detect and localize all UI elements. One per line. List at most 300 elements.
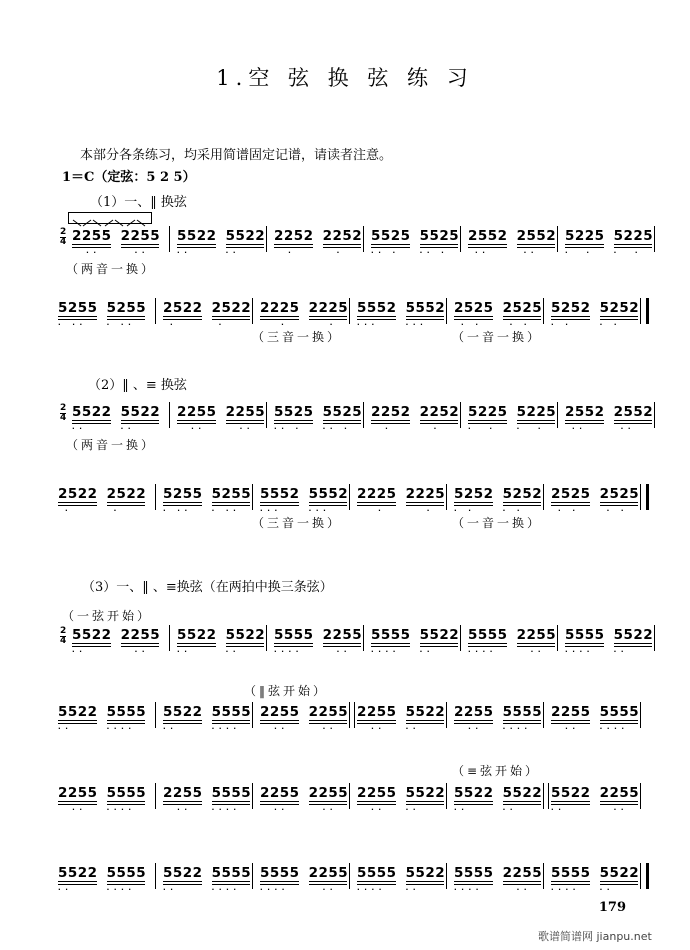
- underline: [72, 423, 111, 424]
- bar-line: [349, 702, 355, 728]
- beat-notes: [58, 300, 98, 329]
- beat-notes: [322, 404, 363, 433]
- low-octave-dots: ·: [308, 321, 337, 329]
- low-octave-dots: ··: [454, 725, 483, 733]
- beat-text: 5525: [322, 404, 363, 420]
- beat-notes: [72, 627, 112, 656]
- underline: [600, 316, 639, 317]
- measure: [72, 228, 169, 257]
- measure: [565, 627, 662, 656]
- bar-line: [169, 625, 170, 651]
- underline: [357, 723, 396, 724]
- bar-line: [460, 402, 461, 428]
- underline: [212, 881, 251, 882]
- beat-notes: [72, 404, 112, 433]
- low-octave-dots: ·· ·: [274, 425, 303, 433]
- bar-line: [446, 484, 447, 510]
- underline: [163, 505, 202, 506]
- underline: [58, 502, 97, 503]
- time-signature: 2 4: [60, 403, 67, 423]
- bar-line: [252, 702, 253, 728]
- underline: [260, 804, 299, 805]
- underline: [58, 804, 97, 805]
- low-octave-dots: ··: [58, 725, 87, 733]
- underline: [309, 502, 348, 503]
- low-octave-dots: ··: [405, 806, 435, 814]
- underline: [454, 505, 493, 506]
- beat-notes: [599, 300, 640, 329]
- low-octave-dots: ····: [468, 648, 498, 656]
- bar-line: [543, 863, 544, 889]
- underline: [260, 723, 299, 724]
- beat-notes: [177, 228, 217, 257]
- low-octave-dots: ····: [211, 806, 241, 814]
- beat-text: 5522: [405, 785, 446, 801]
- beat-notes: [357, 704, 397, 733]
- measure: [274, 404, 371, 433]
- beat-notes: [106, 785, 147, 814]
- low-octave-dots: ····: [565, 648, 595, 656]
- beat-notes: [599, 486, 640, 515]
- beat-notes: [58, 865, 98, 894]
- measure: [58, 300, 155, 329]
- underline: [72, 643, 111, 644]
- low-octave-dots: ··: [225, 425, 255, 433]
- measure: [551, 300, 648, 329]
- underline: [420, 247, 459, 248]
- bar-line: [266, 625, 267, 651]
- beat-text: 2225: [308, 300, 349, 316]
- underline: [503, 801, 542, 802]
- bar-line: [543, 484, 544, 510]
- low-octave-dots: ··: [502, 886, 532, 894]
- bar-line: [363, 625, 364, 651]
- low-octave-dots: ·: [106, 507, 135, 515]
- beat-notes: [260, 300, 300, 329]
- underline: [600, 505, 639, 506]
- beat-text: 2255: [454, 704, 494, 720]
- underline: [503, 804, 542, 805]
- underline: [177, 247, 216, 248]
- beat-notes: [106, 300, 147, 329]
- beat-notes: [454, 704, 494, 733]
- beat-text: 5522: [58, 865, 98, 881]
- measure: [454, 486, 551, 515]
- beat-notes: [58, 785, 98, 814]
- beat-text: 2255: [260, 704, 300, 720]
- underline: [323, 244, 362, 245]
- beat-notes: [357, 486, 397, 515]
- underline: [72, 247, 111, 248]
- beat-notes: [163, 865, 203, 894]
- measure: [454, 704, 551, 733]
- beat-text: 2522: [58, 486, 98, 502]
- bar-line: [252, 484, 253, 510]
- beat-notes: [308, 300, 349, 329]
- measure: [260, 704, 357, 733]
- measure: [163, 486, 260, 515]
- beat-notes: [225, 228, 266, 257]
- beat-text: 2552: [516, 228, 557, 244]
- annotation: （一音一换）: [452, 330, 543, 344]
- low-octave-dots: · ·: [599, 321, 629, 329]
- low-octave-dots: ··: [260, 806, 289, 814]
- underline: [420, 646, 459, 647]
- beat-text: 5255: [58, 300, 98, 316]
- notation-row: [58, 865, 652, 905]
- bar-line: [363, 226, 364, 252]
- underline: [406, 502, 445, 503]
- beat-notes: [308, 785, 349, 814]
- bar-line: [543, 702, 544, 728]
- low-octave-dots: ·: [260, 321, 289, 329]
- underline: [551, 720, 590, 721]
- beat-text: 2255: [72, 228, 112, 244]
- underline: [614, 247, 653, 248]
- beat-notes: [419, 228, 460, 257]
- low-octave-dots: ··: [163, 806, 192, 814]
- underline: [357, 316, 396, 317]
- beat-notes: [120, 228, 161, 257]
- underline: [551, 319, 590, 320]
- beat-text: 5522: [163, 704, 203, 720]
- underline: [600, 881, 639, 882]
- beat-text: 5522: [225, 627, 266, 643]
- bar-line: [266, 226, 267, 252]
- low-octave-dots: · ··: [106, 321, 136, 329]
- beat-notes: [211, 865, 252, 894]
- low-octave-dots: ····: [599, 725, 629, 733]
- bowing-marks: [68, 212, 152, 224]
- measure: [72, 627, 169, 656]
- beat-text: 5522: [454, 785, 494, 801]
- bowing-icon: [69, 218, 151, 228]
- underline: [614, 244, 653, 245]
- underline: [454, 319, 493, 320]
- bar-line: [446, 702, 447, 728]
- underline: [371, 420, 410, 421]
- beat-notes: [405, 865, 446, 894]
- beat-text: 2255: [308, 785, 349, 801]
- underline: [163, 502, 202, 503]
- beat-text: 5522: [177, 228, 217, 244]
- beat-text: 5252: [454, 486, 494, 502]
- bar-line: [349, 783, 350, 809]
- low-octave-dots: · ··: [58, 321, 87, 329]
- beat-text: 2255: [502, 865, 543, 881]
- beat-notes: [357, 785, 397, 814]
- measure: [58, 704, 155, 733]
- underline: [260, 881, 299, 882]
- beat-text: 2525: [502, 300, 543, 316]
- beat-notes: [516, 404, 557, 433]
- annotation: （一弦开始）: [62, 609, 153, 623]
- beat-notes: [502, 704, 543, 733]
- bar-line: [446, 298, 447, 324]
- beat-text: 5555: [551, 865, 591, 881]
- bar-line: [640, 484, 649, 510]
- section-2-label: （2）‖ 、≡ 换弦: [88, 378, 187, 393]
- beat-notes: [613, 627, 654, 656]
- underline: [371, 247, 410, 248]
- underline: [177, 244, 216, 245]
- beat-notes: [225, 627, 266, 656]
- beat-notes: [163, 300, 203, 329]
- bar-line: [155, 863, 156, 889]
- underline: [309, 804, 348, 805]
- low-octave-dots: · ··: [163, 507, 192, 515]
- low-octave-dots: ··: [516, 648, 546, 656]
- notation-row: [58, 785, 652, 825]
- beat-text: 5555: [106, 785, 147, 801]
- low-octave-dots: ··: [120, 425, 150, 433]
- underline: [565, 244, 604, 245]
- underline: [121, 423, 160, 424]
- underline: [406, 801, 445, 802]
- low-octave-dots: ····: [106, 725, 136, 733]
- underline: [212, 502, 251, 503]
- low-octave-dots: ·: [58, 507, 87, 515]
- underline: [58, 505, 97, 506]
- underline: [309, 505, 348, 506]
- underline: [177, 423, 216, 424]
- beat-text: 2255: [599, 785, 640, 801]
- low-octave-dots: · ·: [502, 321, 532, 329]
- low-octave-dots: ··: [163, 725, 192, 733]
- underline: [260, 319, 299, 320]
- beat-notes: [163, 486, 203, 515]
- underline: [177, 643, 216, 644]
- bar-line: [557, 226, 558, 252]
- beat-notes: [371, 404, 411, 433]
- bar-line: [252, 298, 253, 324]
- beat-notes: [419, 404, 460, 433]
- beat-notes: [260, 865, 300, 894]
- underline: [177, 420, 216, 421]
- low-octave-dots: ··: [308, 725, 338, 733]
- beat-notes: [177, 404, 217, 433]
- low-octave-dots: ····: [357, 886, 387, 894]
- low-octave-dots: ··: [120, 249, 150, 257]
- underline: [371, 646, 410, 647]
- beat-text: 5522: [72, 627, 112, 643]
- beat-notes: [454, 785, 494, 814]
- measure: [468, 627, 565, 656]
- underline: [212, 319, 251, 320]
- beat-text: 5522: [613, 627, 654, 643]
- page-number: 179: [598, 900, 626, 915]
- measure: [177, 404, 274, 433]
- beat-notes: [274, 404, 314, 433]
- low-octave-dots: ··: [599, 886, 629, 894]
- low-octave-dots: ··: [225, 249, 255, 257]
- measure: [551, 704, 648, 733]
- key-signature: 1＝C（定弦：5 2 5）: [62, 170, 196, 185]
- low-octave-dots: ····: [211, 725, 241, 733]
- underline: [323, 646, 362, 647]
- bar-line: [543, 298, 544, 324]
- low-octave-dots: ·: [371, 425, 400, 433]
- underline: [468, 423, 507, 424]
- underline: [260, 720, 299, 721]
- beat-notes: [120, 404, 161, 433]
- underline: [260, 316, 299, 317]
- beat-notes: [274, 228, 314, 257]
- underline: [212, 720, 251, 721]
- beat-text: 2252: [419, 404, 460, 420]
- underline: [454, 801, 493, 802]
- beat-notes: [551, 865, 591, 894]
- watermark: 歌谱简谱网 jianpu.net: [538, 930, 652, 943]
- beat-text: 5225: [565, 228, 605, 244]
- underline: [614, 423, 653, 424]
- measure: [58, 486, 155, 515]
- beat-text: 2255: [58, 785, 98, 801]
- beat-notes: [106, 865, 147, 894]
- beat-text: 2255: [516, 627, 557, 643]
- beat-notes: [454, 865, 494, 894]
- underline: [614, 420, 653, 421]
- underline: [107, 723, 146, 724]
- low-octave-dots: ·: [211, 321, 240, 329]
- page-title: 1.空 弦 换 弦 练 习: [216, 66, 474, 90]
- underline: [274, 646, 313, 647]
- bar-line: [155, 783, 156, 809]
- low-octave-dots: ··: [72, 648, 101, 656]
- beat-text: 2255: [225, 404, 266, 420]
- low-octave-dots: ··: [225, 648, 255, 656]
- underline: [260, 801, 299, 802]
- measure: [58, 785, 155, 814]
- underline: [72, 420, 111, 421]
- underline: [503, 881, 542, 882]
- underline: [517, 423, 556, 424]
- low-octave-dots: · ·: [454, 321, 483, 329]
- beat-text: 2525: [551, 486, 591, 502]
- underline: [503, 316, 542, 317]
- beat-text: 2255: [177, 404, 217, 420]
- underline: [454, 881, 493, 882]
- underline: [357, 804, 396, 805]
- measure: [454, 865, 551, 894]
- beat-text: 5255: [163, 486, 203, 502]
- underline: [454, 720, 493, 721]
- measure: [454, 300, 551, 329]
- measure: [260, 300, 357, 329]
- beat-notes: [551, 486, 591, 515]
- underline: [58, 884, 97, 885]
- underline: [468, 420, 507, 421]
- underline: [107, 505, 146, 506]
- measure: [371, 404, 468, 433]
- beat-text: 5555: [211, 704, 252, 720]
- beat-text: 5522: [405, 865, 446, 881]
- beat-notes: [211, 785, 252, 814]
- bar-line: [169, 226, 170, 252]
- measure: [72, 404, 169, 433]
- underline: [357, 720, 396, 721]
- underline: [226, 646, 265, 647]
- beat-text: 2255: [260, 785, 300, 801]
- underline: [503, 319, 542, 320]
- beat-text: 2255: [308, 704, 349, 720]
- underline: [517, 420, 556, 421]
- underline: [600, 804, 639, 805]
- beat-notes: [211, 704, 252, 733]
- underline: [454, 316, 493, 317]
- underline: [357, 505, 396, 506]
- low-octave-dots: ···: [308, 507, 338, 515]
- bar-line: [252, 863, 253, 889]
- low-octave-dots: ··: [120, 648, 150, 656]
- beat-notes: [405, 300, 446, 329]
- underline: [454, 804, 493, 805]
- low-octave-dots: ·· ·: [419, 249, 449, 257]
- measure: [468, 404, 565, 433]
- beat-notes: [502, 300, 543, 329]
- underline: [58, 881, 97, 882]
- underline: [406, 723, 445, 724]
- low-octave-dots: · ·: [516, 425, 546, 433]
- beat-notes: [565, 404, 605, 433]
- bar-line: [349, 298, 350, 324]
- low-octave-dots: ··: [599, 806, 629, 814]
- beat-text: 5555: [260, 865, 300, 881]
- measure: [357, 865, 454, 894]
- beat-text: 5555: [274, 627, 314, 643]
- beat-text: 5522: [551, 785, 591, 801]
- measure: [274, 627, 371, 656]
- beat-text: 5522: [163, 865, 203, 881]
- beat-text: 5555: [565, 627, 605, 643]
- bar-line: [155, 484, 156, 510]
- bar-line: [363, 402, 364, 428]
- low-octave-dots: ··: [357, 725, 386, 733]
- underline: [420, 420, 459, 421]
- beat-text: 5555: [371, 627, 411, 643]
- underline: [58, 720, 97, 721]
- underline: [420, 423, 459, 424]
- underline: [323, 643, 362, 644]
- beat-notes: [322, 627, 363, 656]
- beat-text: 5555: [357, 865, 397, 881]
- beat-notes: [211, 486, 252, 515]
- measure: [163, 785, 260, 814]
- underline: [551, 723, 590, 724]
- section-3-label: （3）一、‖ 、≡换弦（在两拍中换三条弦）: [82, 580, 333, 595]
- underline: [600, 723, 639, 724]
- annotation: （三音一换）: [252, 330, 343, 344]
- low-octave-dots: ····: [106, 886, 136, 894]
- measure: [163, 865, 260, 894]
- low-octave-dots: ··: [551, 806, 580, 814]
- low-octave-dots: ·: [357, 507, 386, 515]
- underline: [163, 723, 202, 724]
- underline: [565, 420, 604, 421]
- underline: [454, 884, 493, 885]
- beat-notes: [454, 486, 494, 515]
- beat-text: 5522: [72, 404, 112, 420]
- measure: [357, 486, 454, 515]
- low-octave-dots: ··: [419, 648, 449, 656]
- low-octave-dots: ··: [308, 886, 338, 894]
- underline: [163, 881, 202, 882]
- beat-notes: [468, 627, 508, 656]
- underline: [274, 420, 313, 421]
- beat-text: 2225: [260, 300, 300, 316]
- low-octave-dots: ··: [613, 425, 643, 433]
- underline: [107, 884, 146, 885]
